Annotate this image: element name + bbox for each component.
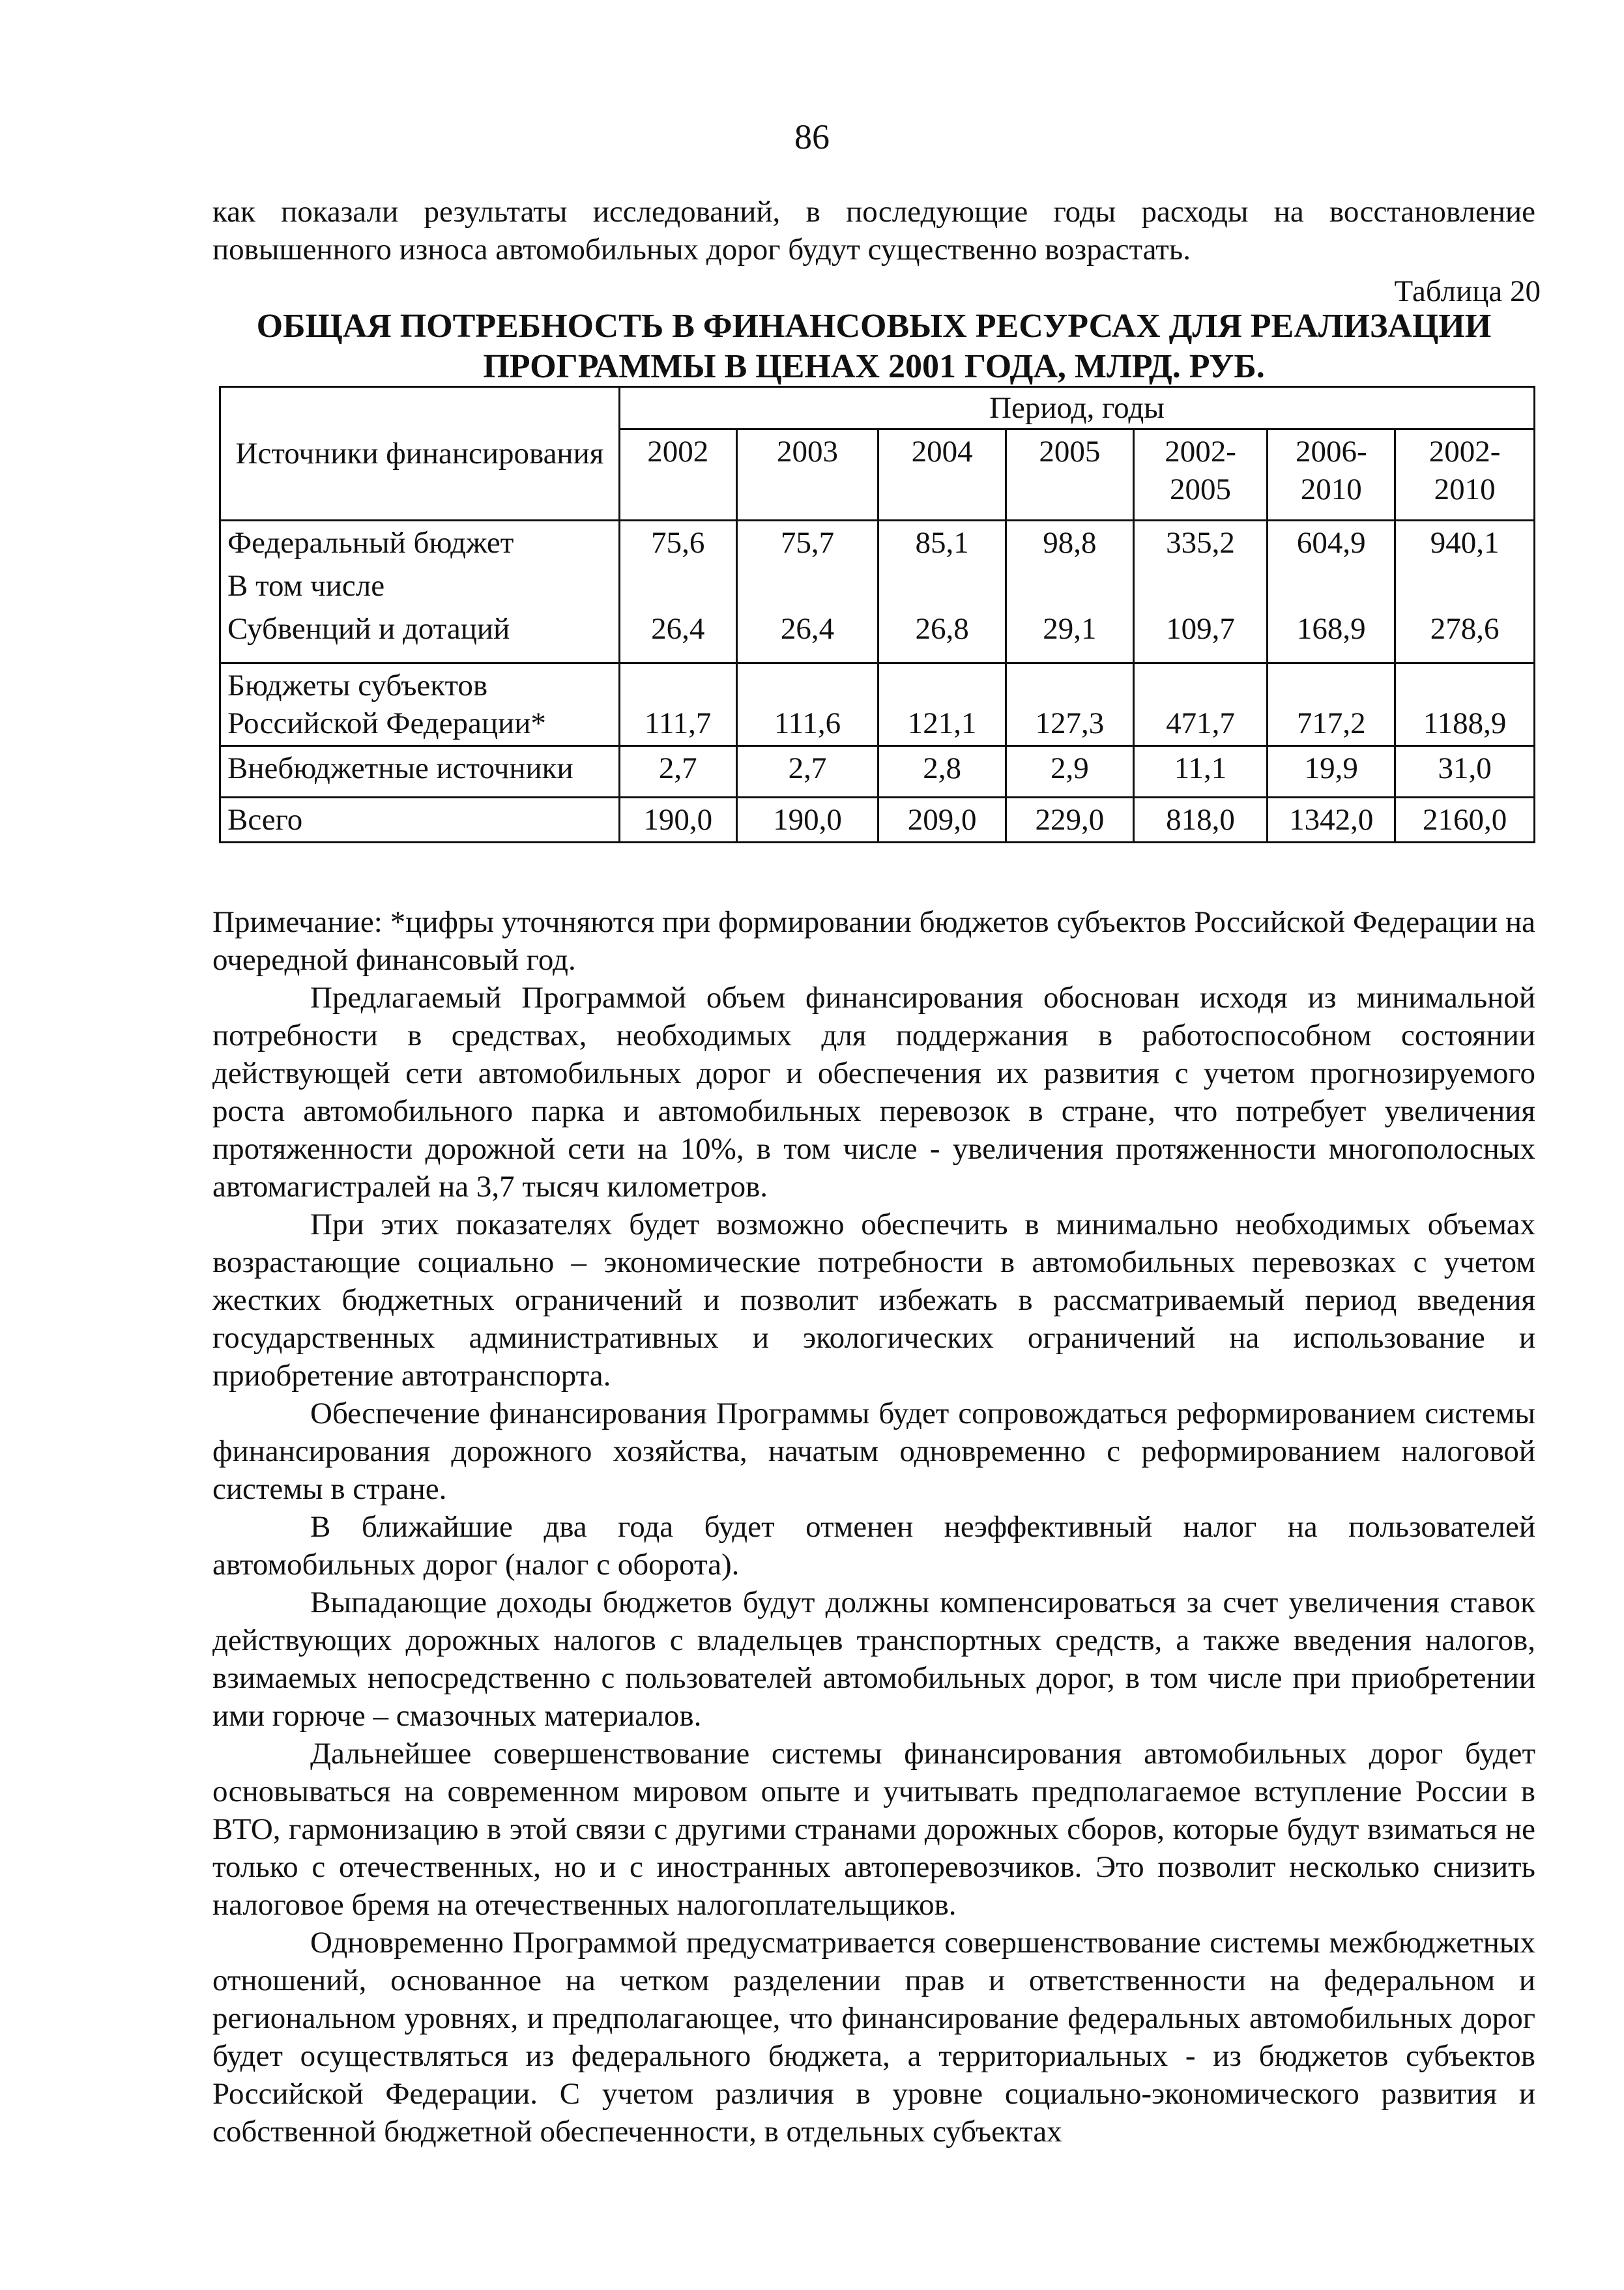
table-cell: 109,7 xyxy=(1133,607,1268,663)
table-row-subsidies xyxy=(220,607,1535,663)
table-cell: 190,0 xyxy=(619,798,736,843)
page-number: 86 xyxy=(794,117,830,156)
table-row-total xyxy=(220,798,1535,843)
table-cell: 85,1 xyxy=(878,521,1006,565)
table-row-including xyxy=(220,564,1535,607)
table-note: Примечание: *цифры уточняются при формировании бюджетов субъектов Российской Федерации на очередной финансовый год. xyxy=(212,905,1535,977)
table-cell: 98,8 xyxy=(1006,521,1134,565)
row-label: Федеральный бюджет xyxy=(220,521,620,565)
header-year: 2006-2010 xyxy=(1268,429,1395,521)
table-row-federal xyxy=(220,521,1535,565)
table-cell: 278,6 xyxy=(1395,607,1535,663)
financing-table xyxy=(219,386,1535,843)
table-cell: 1188,9 xyxy=(1395,663,1535,746)
table-cell: 26,8 xyxy=(878,607,1006,663)
table-row-offbudget xyxy=(220,746,1535,798)
paragraph: При этих показателях будет возможно обеспечить в минимально необходимых объемах возрастающие социально – экономические потребности в автомобильных перевозках с учетом жестких бюджетных ограничений и позволит избежать в рассматриваемый период введения государственных административных и экологических ограничений на использование и приобретение автотранспорта. xyxy=(212,1208,1535,1393)
paragraph: Одновременно Программой предусматривается совершенствование системы межбюджетных отношений, основанное на четком разделении прав и ответственности на федеральном и региональном уровнях, и предполагающее, что финансирование федеральных автомобильных дорог будет осуществляться из федерального бюджета, а территориальных - из бюджетов субъектов Российской Федерации. С учетом различия в уровне социально-экономического развития и собственной бюджетной обеспеченности, в отдельных субъектах xyxy=(212,1926,1535,2149)
paragraph: Обеспечение финансирования Программы будет сопровождаться реформированием системы финансирования дорожного хозяйства, начатым одновременно с реформированием налоговой системы в стране. xyxy=(212,1397,1535,1506)
table-cell: 2160,0 xyxy=(1395,798,1535,843)
table-title: ОБЩАЯ ПОТРЕБНОСТЬ В ФИНАНСОВЫХ РЕСУРСАХ ДЛЯ РЕАЛИЗАЦИИ ПРОГРАММЫ В ЦЕНАХ 2001 ГОДА, МЛРД. РУБ. xyxy=(256,308,1492,385)
paragraph: В ближайшие два года будет отменен неэффективный налог на пользователей автомобильных дорог (налог с оборота). xyxy=(212,1510,1535,1582)
header-year: 2005 xyxy=(1006,429,1134,521)
table-cell: 471,7 xyxy=(1133,663,1268,746)
header-year: 2002-2005 xyxy=(1133,429,1268,521)
table-cell: 111,6 xyxy=(736,663,878,746)
table-cell: 604,9 xyxy=(1268,521,1395,565)
intro-paragraph xyxy=(212,193,1535,268)
table-cell: 168,9 xyxy=(1268,607,1395,663)
table-cell: 1342,0 xyxy=(1268,798,1395,843)
row-label: Внебюджетные источники xyxy=(220,746,620,798)
table-cell: 127,3 xyxy=(1006,663,1134,746)
header-year: 2004 xyxy=(878,429,1006,521)
table-header-row-period xyxy=(220,387,1535,429)
table-cell: 2,9 xyxy=(1006,746,1134,798)
table-cell: 26,4 xyxy=(619,607,736,663)
table-cell: 2,7 xyxy=(736,746,878,798)
header-year: 2002 xyxy=(619,429,736,521)
intro-text: как показали результаты исследований, в последующие годы расходы на восстановление повышенного износа автомобильных дорог будут существенно возрастать. xyxy=(212,195,1535,267)
table-cell: 335,2 xyxy=(1133,521,1268,565)
header-year: 2002-2010 xyxy=(1395,429,1535,521)
table-label: Таблица 20 xyxy=(1394,274,1541,308)
table-cell: 75,6 xyxy=(619,521,736,565)
paragraph: Выпадающие доходы бюджетов будут должны компенсироваться за счет увеличения ставок действующих дорожных налогов с владельцев транспортных средств, а также введения налогов, взимаемых непосредственно с пользователей автомобильных дорог, в том числе при приобретении ими горюче – смазочных материалов. xyxy=(212,1586,1535,1733)
table-cell: 19,9 xyxy=(1268,746,1395,798)
table-cell: 190,0 xyxy=(736,798,878,843)
paragraph: Дальнейшее совершенствование системы финансирования автомобильных дорог будет основываться на современном мировом опыте и учитывать предполагаемое вступление России в ВТО, гармонизацию в этой связи с другими странами дорожных сборов, которые будут взиматься не только с отечественных, но и с иностранных автоперевозчиков. Это позволит несколько снизить налоговое бремя на отечественных налогоплательщиков. xyxy=(212,1737,1535,1922)
table-cell: 31,0 xyxy=(1395,746,1535,798)
body-text xyxy=(212,903,1535,2151)
row-label: Всего xyxy=(220,798,620,843)
row-label: Бюджеты субъектов Российской Федерации* xyxy=(220,663,620,746)
row-label: Субвенций и дотаций xyxy=(220,607,620,663)
table-cell: 717,2 xyxy=(1268,663,1395,746)
table-cell: 11,1 xyxy=(1133,746,1268,798)
header-period: Период, годы xyxy=(619,387,1534,429)
header-year: 2003 xyxy=(736,429,878,521)
row-label: В том числе xyxy=(220,564,620,607)
table-cell: 818,0 xyxy=(1133,798,1268,843)
table-cell: 940,1 xyxy=(1395,521,1535,565)
table-cell: 26,4 xyxy=(736,607,878,663)
table-cell: 229,0 xyxy=(1006,798,1134,843)
table-cell: 29,1 xyxy=(1006,607,1134,663)
table-cell: 111,7 xyxy=(619,663,736,746)
table-cell: 2,7 xyxy=(619,746,736,798)
table-cell: 75,7 xyxy=(736,521,878,565)
table-cell: 121,1 xyxy=(878,663,1006,746)
header-sources: Источники финансирования xyxy=(220,387,620,521)
table-cell: 2,8 xyxy=(878,746,1006,798)
table-row-regional xyxy=(220,663,1535,746)
table-cell: 209,0 xyxy=(878,798,1006,843)
paragraph: Предлагаемый Программой объем финансирования обоснован исходя из минимальной потребности в средствах, необходимых для поддержания в работоспособном состоянии действующей сети автомобильных дорог и обеспечения их развития с учетом прогнозируемого роста автомобильного парка и автомобильных перевозок в стране, что потребует увеличения протяженности дорожной сети на 10%, в том числе - увеличения протяженности многополосных автомагистралей на 3,7 тысяч километров. xyxy=(212,981,1535,1204)
